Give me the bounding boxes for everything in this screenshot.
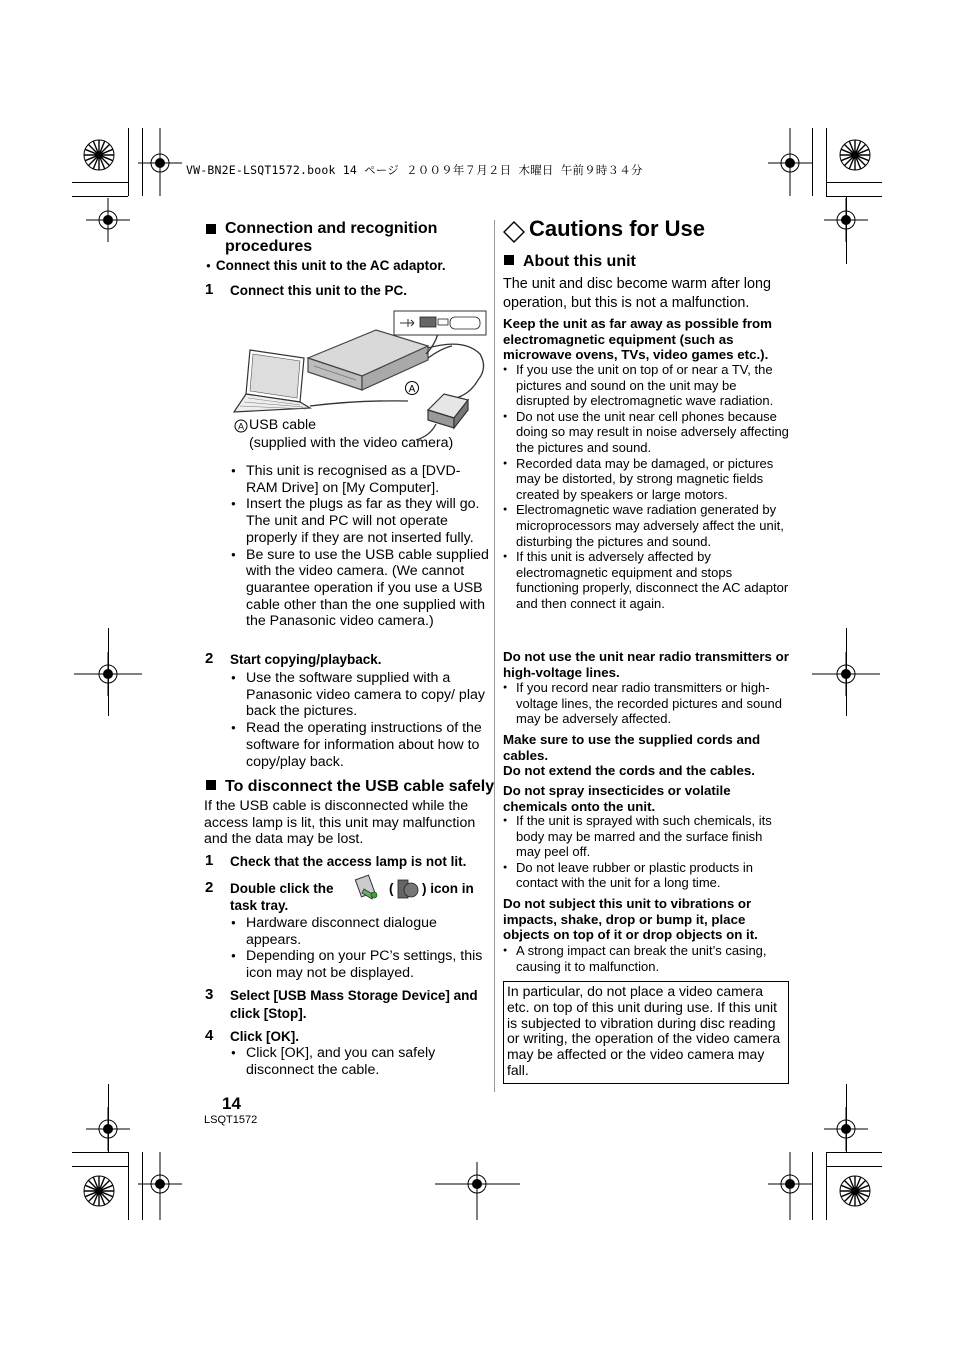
ac-adaptor-illustration (416, 394, 468, 440)
step-1-number: 1 (205, 281, 214, 298)
dstep-4-bullets (231, 1045, 489, 1078)
figure-caption-line2: (supplied with the video camera) (249, 435, 454, 451)
section-heading-connection: Connection and recognition procedures (206, 220, 486, 256)
column-divider (494, 220, 495, 1092)
list-item: ● If you record near radio transmitters or high-voltage lines, the recorded pictures and sound may be adversely affected. (503, 680, 789, 727)
caution-chemicals-heading: Do not spray insecticides or volatile chemicals onto the unit. (503, 783, 731, 814)
dstep-3-text: Select [USB Mass Storage Device] and click [Stop]. (230, 988, 478, 1021)
usb-device-icon (396, 876, 420, 902)
safely-remove-hardware-icon (354, 873, 382, 903)
svg-text:A: A (237, 421, 245, 432)
section-heading-about: About this unit (504, 253, 636, 271)
step-2-bullets (231, 670, 489, 770)
list-item: ● A strong impact can break the unit’s casing, causing it to malfunction. (503, 943, 789, 974)
caution-radio-bullets (503, 680, 789, 727)
caution-cords-heading: Make sure to use the supplied cords and cables. (503, 732, 761, 763)
list-item: ● Click [OK], and you can safely disconnect the cable. (231, 1045, 489, 1078)
step-1-text: Connect this unit to the PC. (230, 283, 407, 298)
caution-radio-heading: Do not use the unit near radio transmitters or high-voltage lines. (503, 649, 789, 680)
about-para: The unit and disc become warm after long operation, but this is not a malfunction. (503, 276, 771, 311)
diamond-icon (503, 220, 525, 244)
doc-code: LSQT1572 (204, 1114, 258, 1126)
dstep-2-number: 2 (205, 879, 214, 896)
list-item: ● If you use the unit on top of or near a TV, the pictures and sound on the unit may be disrupted by electromagnetic wave radiation. (503, 362, 789, 409)
list-item: ● If this unit is adversely affected by electromagnetic equipment and stops functioning properly, disconnect the AC adaptor and then connect it again. (503, 549, 789, 611)
list-item: ● Use the software supplied with a Panasonic video camera to copy/ play back the pictures. (231, 670, 489, 720)
list-item: ● Recorded data may be damaged, or pictures may be distorted, by strong magnetic fields created by speakers or large motors. (503, 456, 789, 503)
dvd-drive-illustration (308, 330, 428, 390)
step-2-text: Start copying/playback. (230, 652, 382, 667)
usb-connector-inset (394, 311, 486, 335)
caution-chemicals-bullets (503, 813, 789, 891)
list-item: ● Electromagnetic wave radiation generated by microprocessors may adversely affect the unit, disturbing the pictures and sound. (503, 502, 789, 549)
caution-vibration-bullets (503, 943, 789, 974)
list-item: ● This unit is recognised as a [DVD-RAM Drive] on [My Computer]. (231, 463, 489, 496)
caution-electromagnetic-bullets (503, 362, 789, 612)
list-item: ● Be sure to use the USB cable supplied with the video camera. (We cannot guarantee operation if you use a USB cable other than the one supplied with the Panasonic video camera.) (231, 547, 489, 631)
list-item: ● Read the operating instructions of the software for information about how to copy/play back. (231, 720, 489, 770)
print-header: VW-BN2E-LSQT1572.book 14 ページ ２００９年７月２日 木曜日 午前９時３４分 (186, 163, 643, 177)
list-item: ● Depending on your PC’s settings, this icon may not be displayed. (231, 948, 489, 981)
dstep-2-text-a: Double click the (230, 881, 334, 896)
list-item: ● Do not leave rubber or plastic products in contact with the unit for a long time. (503, 860, 789, 891)
dstep-2-bullets (231, 915, 489, 982)
step-2-number: 2 (205, 650, 214, 667)
list-item: ● If the unit is sprayed with such chemicals, its body may be marred and the surface finish may peel off. (503, 813, 789, 860)
list-item: ● Insert the plugs as far as they will go. The unit and PC will not operate properly if they are not inserted fully. (231, 496, 489, 546)
caution-extend-heading: Do not extend the cords and the cables. (503, 763, 755, 778)
circled-a-icon (234, 419, 248, 433)
step-1-bullets (231, 463, 489, 630)
dstep-1-text: Check that the access lamp is not lit. (230, 854, 467, 869)
caution-vibration-heading: Do not subject this unit to vibrations or impacts, shake, drop or bump it, place objects on top of it or drop objects on it. (503, 896, 758, 943)
callout-a-label: A (408, 384, 416, 395)
laptop-illustration (234, 350, 310, 412)
list-item: ● Do not use the unit near cell phones because doing so may result in noise adversely affecting the pictures and sound. (503, 409, 789, 456)
page-number: 14 (222, 1094, 241, 1113)
dstep-2-text-d: task tray. (230, 898, 289, 913)
ac-adaptor-bullet: ● Connect this unit to the AC adaptor. (206, 258, 446, 273)
figure-caption-line1: USB cable (249, 417, 317, 433)
dstep-2-text-b: ( (389, 881, 394, 896)
dstep-4-text: Click [OK]. (230, 1029, 300, 1044)
dstep-3-number: 3 (205, 986, 214, 1003)
list-item: ● Hardware disconnect dialogue appears. (231, 915, 489, 948)
dstep-1-number: 1 (205, 852, 214, 869)
dstep-2-text-c: ) icon in (422, 881, 474, 896)
disconnect-intro: If the USB cable is disconnected while the access lamp is lit, this unit may malfunction and the data may be lost. (204, 798, 476, 848)
caution-electromagnetic-heading: Keep the unit as far away as possible from electromagnetic equipment (such as microwave ovens, TVs, video games etc.). (503, 316, 772, 363)
section-heading-disconnect: To disconnect the USB cable safely (206, 778, 496, 796)
note-box: In particular, do not place a video camera etc. on top of this unit during use. If this unit is subjected to vibration during disc reading or writing, the operation of the video camera may be affected or the video camera may fall. (503, 981, 789, 1084)
dstep-4-number: 4 (205, 1027, 214, 1044)
page-title: Cautions for Use (529, 216, 706, 241)
